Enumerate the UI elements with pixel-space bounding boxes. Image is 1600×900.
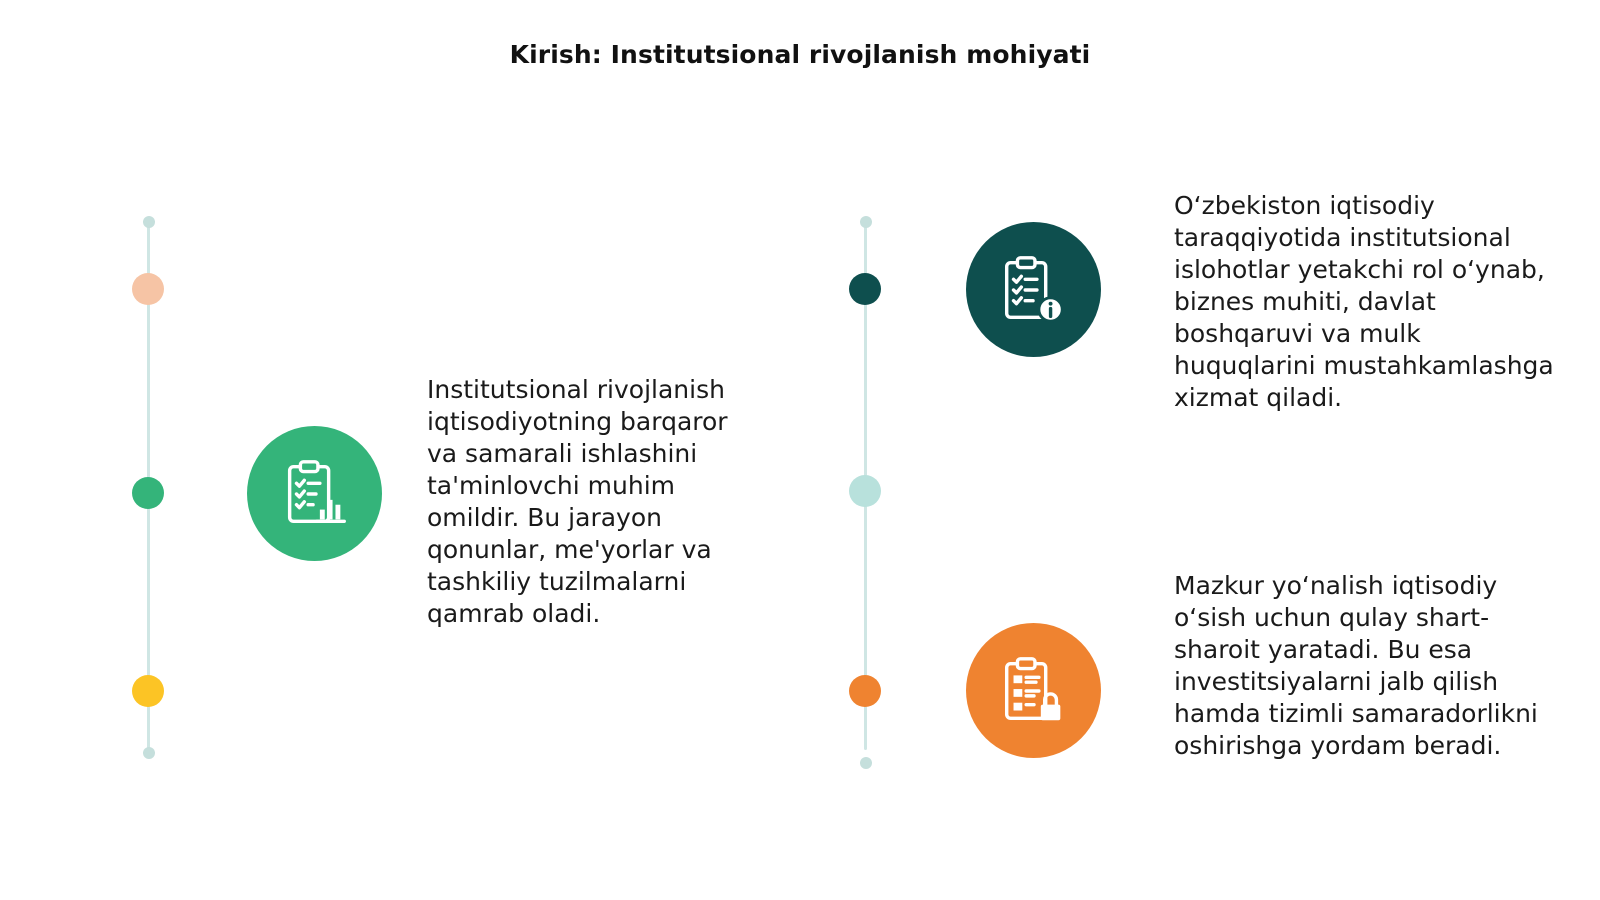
item-1-icon-circle <box>247 426 382 561</box>
timeline-right-dot-orange <box>849 675 881 707</box>
clipboard-info-icon <box>995 251 1073 329</box>
timeline-right-dot-dark-teal <box>849 273 881 305</box>
page-title: Kirish: Institutsional rivojlanish mohiyati <box>509 40 1091 69</box>
item-2-text: O‘zbekiston iqtisodiy taraqqiyotida institutsional islohotlar yetakchi rol o‘ynab, biznes muhiti, davlat boshqaruvi va mulk huquqlarini mustahkamlashga xizmat qiladi. <box>1174 191 1554 412</box>
timeline-left-bottom-end <box>143 747 155 759</box>
timeline-right-bottom-end <box>860 757 872 769</box>
timeline-left-dot-green <box>132 477 164 509</box>
timeline-left-dot-peach <box>132 273 164 305</box>
item-2-icon-circle <box>966 222 1101 357</box>
item-3-text: Mazkur yo‘nalish iqtisodiy o‘sish uchun qulay shart-sharoit yaratadi. Bu esa investitsiyalarni jalb qilish hamda tizimli samaradorlikni oshirishga yordam beradi. <box>1174 571 1538 760</box>
timeline-left-top-end <box>143 216 155 228</box>
clipboard-lock-icon <box>995 652 1073 730</box>
timeline-left-dot-yellow <box>132 675 164 707</box>
item-1-text: Institutsional rivojlanish iqtisodiyotning barqaror va samarali ishlashini ta'minlovchi muhim omildir. Bu jarayon qonunlar, me'yorlar va tashkiliy tuzilmalarni qamrab oladi. <box>427 375 728 628</box>
timeline-right-dot-light-teal <box>849 475 881 507</box>
item-3-icon-circle <box>966 623 1101 758</box>
clipboard-chart-icon <box>276 455 354 533</box>
timeline-right-top-end <box>860 216 872 228</box>
